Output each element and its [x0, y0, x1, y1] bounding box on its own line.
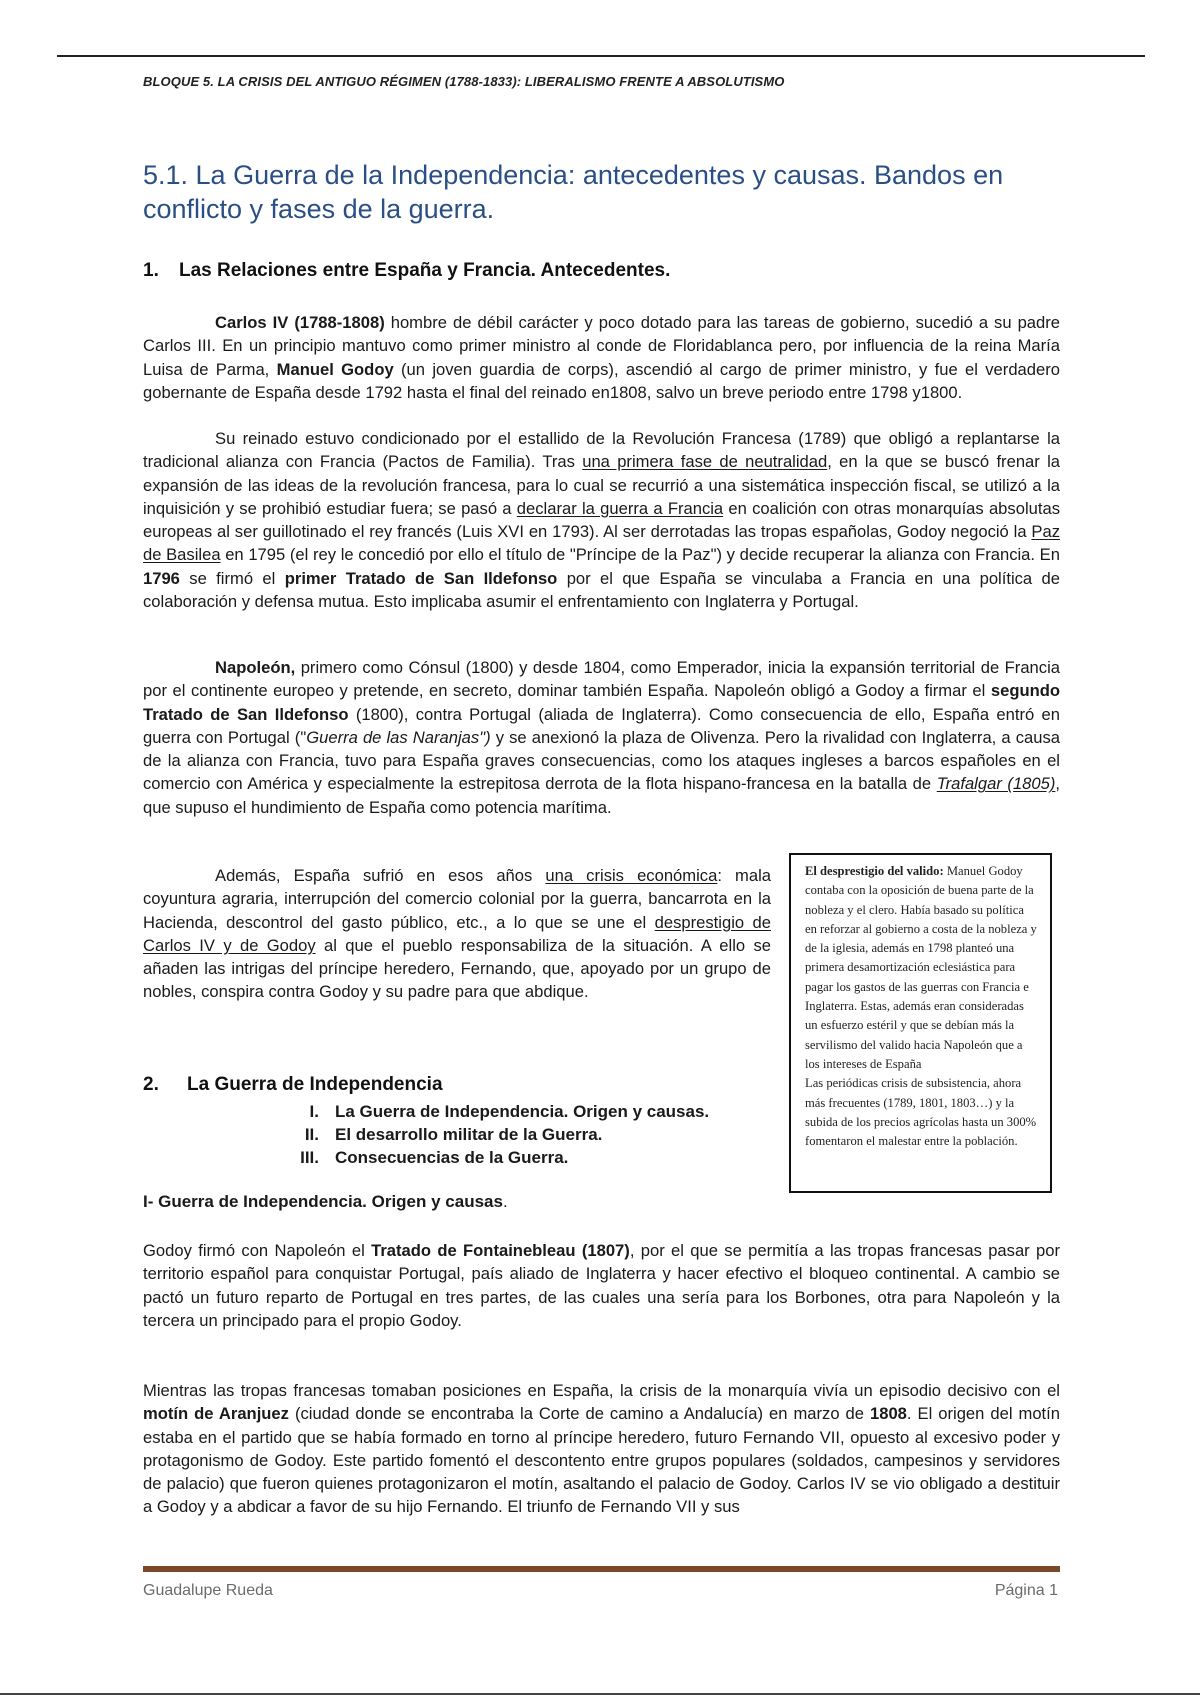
outline-item: II. El desarrollo militar de la Guerra.	[304, 1125, 603, 1144]
footer-rule	[143, 1566, 1060, 1572]
footer-author: Guadalupe Rueda	[143, 1582, 273, 1599]
paragraph-carlos-iv: Carlos IV (1788-1808) hombre de débil carácter y poco dotado para las tareas de gobierno, sucedió a su padre Carlos III. En un principio mantuvo como primer ministro al conde de Floridablanca pero, por influencia de la reina María Luisa de Parma, Manuel Godoy (un joven guardia de corps), ascendió al cargo de primer ministro, y fue el verdadero gobernante de España desde 1792 hasta el final del reinado en1808, salvo un breve periodo entre 1798 y1800.	[143, 313, 1061, 402]
subsection-heading: I- Guerra de Independencia. Origen y causas.	[143, 1192, 508, 1211]
sidebar-desprestigio-valido: El desprestigio del valido: Manuel Godoy contaba con la oposición de buena parte de la nobleza y el clero. Había basado su política en reforzar al gobierno a costa de la nobleza y de la iglesia, además en 1798 planteó una primera desamortización eclesiástica para pagar los gastos de las guerras con Francia e Inglaterra. Estas, además eran consideradas un esfuerzo estéril y que se debían más la servilismo del valido hacia Napoleón que a los intereses de España Las periódicas crisis de subsistencia, ahora más frecuentes (1789, 1801, 1803…) y la subida de los precios agrícolas hasta un 300% fomentaron el malestar entre la población.	[789, 853, 1052, 1193]
running-head: BLOQUE 5. LA CRISIS DEL ANTIGUO RÉGIMEN (1788-1833): LIBERALISMO FRENTE A ABSOLUTISMO	[143, 74, 785, 89]
outline-item: III. Consecuencias de la Guerra.	[300, 1148, 569, 1167]
section-2-title: La Guerra de Independencia	[187, 1074, 443, 1095]
page-bottom-rule	[0, 1693, 1200, 1695]
paragraph-fontainebleau: Godoy firmó con Napoleón el Tratado de Fontainebleau (1807), por el que se permitía a las tropas francesas pasar por territorio español para conquistar Portugal, país aliado de Inglaterra y hacer efectivo el bloqueo continental. A cambio se pactó un futuro reparto de Portugal en tres partes, de las cuales una sería para los Borbones, otra para Napoleón y la tercera un principado para el propio Godoy.	[143, 1241, 1061, 1330]
section-2-outline	[283, 1100, 709, 1169]
paragraph-revolucion-francesa: Su reinado estuvo condicionado por el estallido de la Revolución Francesa (1789) que obligó a replantarse la tradicional alianza con Francia (Pactos de Familia). Tras una primera fase de neutralidad, en la que se buscó frenar la expansión de las ideas de la revolución francesa, para lo cual se recurrió a una sistemática inspección fiscal, se utilizó a la inquisición y se prohibió estudiar fuera; se pasó a declarar la guerra a Francia en coalición con otras monarquías absolutas europeas al ser guillotinado el rey francés (Luis XVI en 1793). Al ser derrotadas las tropas españolas, Godoy negoció la Paz de Basilea en 1795 (el rey le concedió por ello el título de "Príncipe de la Paz") y decide recuperar la alianza con Francia. En 1796 se firmó el primer Tratado de San Ildefonso por el que España se vinculaba a Francia en una política de colaboración y defensa mutua. Esto implicaba asumir el enfrentamiento con Inglaterra y Portugal.	[143, 429, 1061, 612]
outline-item: I. La Guerra de Independencia. Origen y causas.	[309, 1102, 710, 1121]
header-rule	[57, 55, 1145, 57]
section-1-heading	[143, 260, 670, 282]
section-2-number: 2.	[143, 1074, 159, 1095]
section-2-heading	[143, 1074, 443, 1096]
paragraph-napoleon: Napoleón, primero como Cónsul (1800) y desde 1804, como Emperador, inicia la expansión territorial de Francia por el continente europeo y pretende, en secreto, dominar también España. Napoleón obligó a Godoy a firmar el segundo Tratado de San Ildefonso (1800), contra Portugal (aliada de Inglaterra). Como consecuencia de ello, España entró en guerra con Portugal ("Guerra de las Naranjas") y se anexionó la plaza de Olivenza. Pero la rivalidad con Inglaterra, a causa de la alianza con Francia, tuvo para España graves consecuencias, como los ataques ingleses a barcos españoles en el comercio con América y especialmente la estrepitosa derrota de la flota hispano-francesa en la batalla de Trafalgar (1805), que supuso el hundimiento de España como potencia marítima.	[143, 658, 1061, 817]
footer-page-number: Página 1	[994, 1582, 1058, 1599]
section-1-number: 1.	[143, 260, 159, 281]
paragraph-crisis-economica: Además, España sufrió en esos años una crisis económica: mala coyuntura agraria, interrupción del comercio colonial por la guerra, bancarrota en la Hacienda, descontrol del gasto público, etc., a lo que se une el desprestigio de Carlos IV y de Godoy al que el pueblo responsabiliza de la situación. A ello se añaden las intrigas del príncipe heredero, Fernando, que, apoyado por un grupo de nobles, conspira contra Godoy y su padre para que abdique.	[143, 866, 771, 1002]
page-title: 5.1. La Guerra de la Independencia: antecedentes y causas. Bandos en conflicto y fases de la guerra.	[143, 160, 1004, 224]
section-1-title: Las Relaciones entre España y Francia. Antecedentes.	[179, 260, 671, 281]
paragraph-motin-aranjuez: Mientras las tropas francesas tomaban posiciones en España, la crisis de la monarquía vivía un episodio decisivo con el motín de Aranjuez (ciudad donde se encontraba la Corte de camino a Andalucía) en marzo de 1808. El origen del motín estaba en el partido que se había formado en torno al príncipe heredero, futuro Fernando VII, opuesto al excesivo poder y protagonismo de Godoy. Este partido fomentó el descontento entre grupos populares (soldados, campesinos y servidores de palacio) que fueron quienes protagonizaron el motín, asaltando el palacio de Godoy. Carlos IV se vio obligado a destituir a Godoy y a abdicar a favor de su hijo Fernando. El triunfo de Fernando VII y sus	[143, 1381, 1060, 1517]
